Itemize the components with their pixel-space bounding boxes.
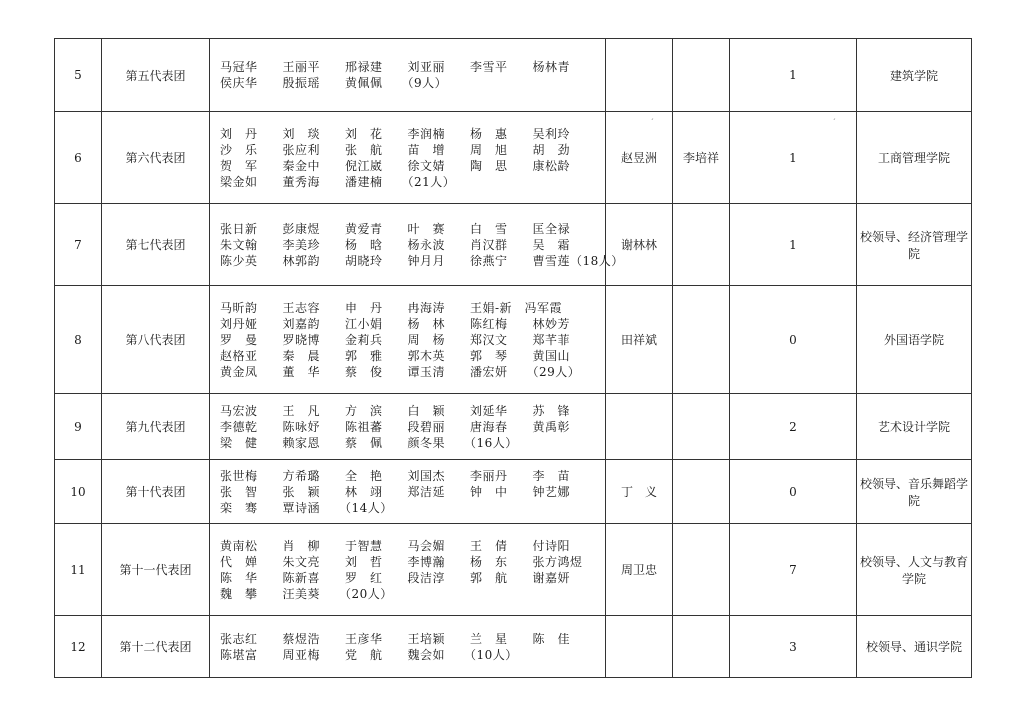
member-line: 陈少英 林郭韵 胡晓玲 钟月月 徐燕宁 曹雪莲（18人） <box>220 253 624 268</box>
delegation-name: 第八代表团 <box>102 286 210 394</box>
member-line: 侯庆华 殷振瑶 黄佩佩 （9人） <box>220 76 448 90</box>
count-value: 7 <box>730 524 857 616</box>
member-line: 刘丹娅 刘嘉韵 江小娟 杨 林 陈红梅 林妙芳 <box>220 316 571 331</box>
member-line: 魏 攀 汪美葵 （20人） <box>220 586 393 601</box>
member-line: 陈 华 陈新喜 罗 红 段洁淳 郭 航 谢嘉妍 <box>220 570 571 585</box>
department-name: 校领导、经济管理学院 <box>857 204 972 286</box>
row-number: 6 <box>55 112 102 204</box>
member-line: 赵格亚 秦 晨 郭 雅 郭木英 郭 琴 黄国山 <box>220 348 571 363</box>
member-list <box>210 39 606 112</box>
member-line: 黄金凤 董 华 蔡 俊 谭玉清 潘宏妍 （29人） <box>220 364 581 379</box>
member-list <box>210 460 606 524</box>
table-row <box>55 394 972 460</box>
deputy-name <box>673 39 730 112</box>
member-line: 李德乾 陈咏妤 陈祖蕃 段碧丽 唐海春 黄禹彰 <box>220 419 571 434</box>
leader-name <box>606 39 673 112</box>
row-number: 7 <box>55 204 102 286</box>
table-row <box>55 204 972 286</box>
department-name: 校领导、人文与教育学院 <box>857 524 972 616</box>
table-row <box>55 39 972 112</box>
delegation-table <box>54 38 972 678</box>
leader-name: 丁 义 <box>606 460 673 524</box>
count-value: 1 <box>730 204 857 286</box>
leader-name: 赵昱洲 <box>606 112 673 204</box>
delegation-name: 第十二代表团 <box>102 616 210 678</box>
member-line: 张 智 张 颖 林 翊 郑洁延 钟 中 钟艺娜 <box>220 484 571 499</box>
table-row <box>55 616 972 678</box>
row-number: 11 <box>55 524 102 616</box>
member-line: 栾 骞 覃诗涵 （14人） <box>220 500 393 515</box>
deputy-name <box>673 204 730 286</box>
leader-name <box>606 394 673 460</box>
member-line: 刘 丹 刘 琰 刘 花 李润楠 杨 惠 吴利玲 <box>220 126 571 141</box>
scan-speck: ˊ <box>832 118 836 127</box>
delegation-name: 第六代表团 <box>102 112 210 204</box>
member-list <box>210 286 606 394</box>
table-body <box>55 39 972 678</box>
member-line: 马昕韵 王志容 申 丹 冉海涛 王娟-新 冯军霞 <box>220 300 563 315</box>
member-line: 梁 健 赖家恩 蔡 佩 颜冬果 （16人） <box>220 435 518 450</box>
member-line: 张志红 蔡煜浩 王彦华 王培颖 兰 星 陈 佳 <box>220 631 571 646</box>
row-number: 12 <box>55 616 102 678</box>
member-line: 陈堪富 周亚梅 党 航 魏会如 （10人） <box>220 647 518 662</box>
member-list <box>210 616 606 678</box>
deputy-name: 李培祥 <box>673 112 730 204</box>
delegation-name: 第七代表团 <box>102 204 210 286</box>
department-name: 校领导、通识学院 <box>857 616 972 678</box>
department-name: 校领导、音乐舞蹈学院 <box>857 460 972 524</box>
row-number: 10 <box>55 460 102 524</box>
deputy-name <box>673 460 730 524</box>
delegation-name: 第九代表团 <box>102 394 210 460</box>
deputy-name <box>673 524 730 616</box>
member-line: 马冠华 王丽平 邢禄建 刘亚丽 李雪平 杨林青 <box>220 60 571 74</box>
leader-name: 谢林林 <box>606 204 673 286</box>
row-number: 9 <box>55 394 102 460</box>
count-value: 1 <box>730 39 857 112</box>
deputy-name <box>673 616 730 678</box>
count-value: 3 <box>730 616 857 678</box>
leader-name: 周卫忠 <box>606 524 673 616</box>
member-list <box>210 112 606 204</box>
leader-name: 田祥斌 <box>606 286 673 394</box>
member-line: 张日新 彭康煜 黄爱青 叶 赛 白 雪 匡全禄 <box>220 221 571 236</box>
department-name: 外国语学院 <box>857 286 972 394</box>
row-number: 8 <box>55 286 102 394</box>
department-name: 工商管理学院 <box>857 112 972 204</box>
department-name: 建筑学院 <box>857 39 972 112</box>
member-line: 代 婵 朱文亮 刘 哲 李博瀚 杨 东 张方鸿煜 <box>220 554 583 569</box>
table-row <box>55 286 972 394</box>
table-row <box>55 460 972 524</box>
department-name: 艺术设计学院 <box>857 394 972 460</box>
row-number: 5 <box>55 39 102 112</box>
member-list <box>210 204 624 286</box>
member-line: 马宏波 王 凡 方 滨 白 颖 刘延华 苏 锋 <box>220 403 571 418</box>
member-line: 罗 曼 罗晓博 金莉兵 周 杨 郑汉文 郑芊菲 <box>220 332 571 347</box>
leader-name <box>606 616 673 678</box>
member-line: 张世梅 方希璐 全 艳 刘国杰 李丽丹 李 苗 <box>220 468 571 483</box>
count-value: 0 <box>730 286 857 394</box>
count-value: 2 <box>730 394 857 460</box>
table-row <box>55 524 972 616</box>
count-value: 1 <box>730 112 857 204</box>
deputy-name <box>673 286 730 394</box>
member-line: 沙 乐 张应利 张 航 苗 增 周 旭 胡 劲 <box>220 142 571 157</box>
count-value: 0 <box>730 460 857 524</box>
member-line: 梁金如 董秀海 潘建楠 （21人） <box>220 174 456 189</box>
delegation-name: 第十一代表团 <box>102 524 210 616</box>
member-list <box>210 394 606 460</box>
deputy-name <box>673 394 730 460</box>
delegation-name: 第十代表团 <box>102 460 210 524</box>
delegation-name: 第五代表团 <box>102 39 210 112</box>
member-line: 贺 军 秦金中 倪江崴 徐文婧 陶 思 康松龄 <box>220 158 571 173</box>
member-line: 朱文翰 李美珍 杨 晗 杨永波 肖汉群 吴 霜 <box>220 237 571 252</box>
member-list <box>210 524 606 616</box>
scan-speck: ˊ <box>650 118 654 127</box>
member-line: 黄南松 肖 柳 于智慧 马会媚 王 倩 付诗阳 <box>220 538 571 553</box>
